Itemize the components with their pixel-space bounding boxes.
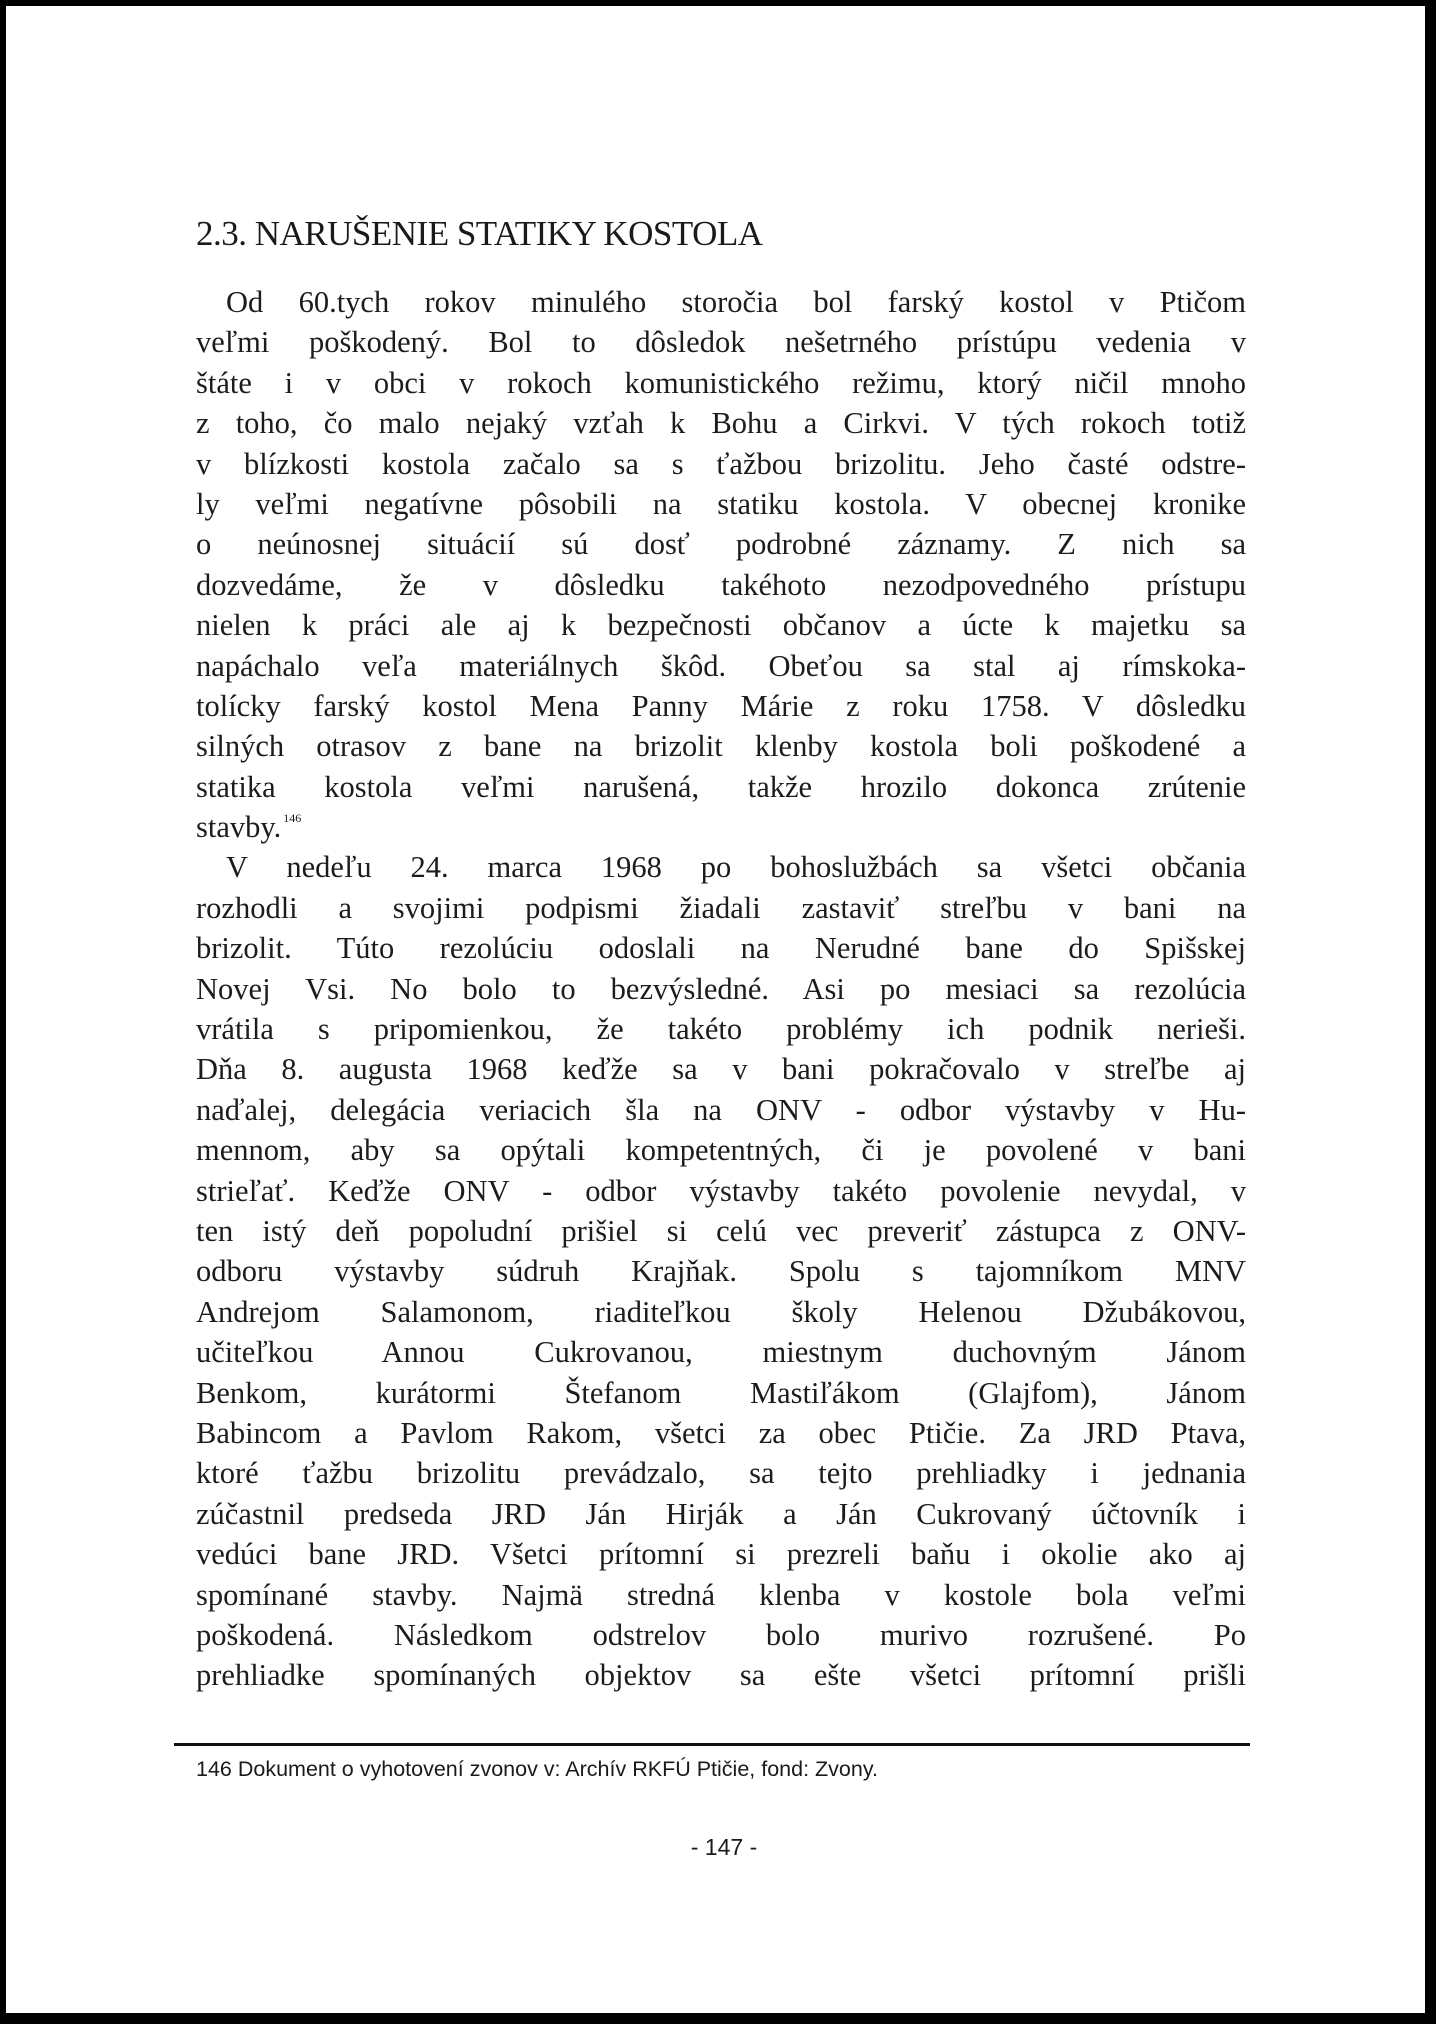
text-line: ktoré ťažbu brizolitu prevádzalo, sa tejto prehliadky i jednania — [196, 1456, 1246, 1491]
text-line: vrátila s pripomienkou, že takéto problémy ich podnik nerieši. — [196, 1012, 1246, 1047]
text-line: nielen k práci ale aj k bezpečnosti občanov a úcte k majetku sa — [196, 608, 1246, 643]
text-line: tolícky farský kostol Mena Panny Márie z roku 1758. V dôsledku — [196, 688, 1246, 723]
text-line — [196, 807, 1246, 847]
text-line: statika kostola veľmi narušená, takže hrozilo dokonca zrútenie — [196, 769, 1246, 804]
text-line: ten istý deň popoludní prišiel si celú vec preveriť zástupca z ONV- — [196, 1213, 1246, 1248]
text-line: Dňa 8. augusta 1968 keďže sa v bani pokračovalo v streľbe aj — [196, 1052, 1246, 1087]
text-line: v blízkosti kostola začalo sa s ťažbou brizolitu. Jeho časté odstre- — [196, 446, 1246, 481]
footnote-divider — [174, 1743, 1250, 1746]
text-line: V nedeľu 24. marca 1968 po bohoslužbách sa všetci občania — [226, 850, 1246, 885]
footnote: 146 Dokument o vyhotovení zvonov v: Archív RKFÚ Ptičie, fond: Zvony. — [196, 1757, 878, 1781]
text-line: silných otrasov z bane na brizolit klenby kostola boli poškodené a — [196, 729, 1246, 764]
text-line: o neúnosnej situácií sú dosť podrobné záznamy. Z nich sa — [196, 527, 1246, 562]
text-line: prehliadke spomínaných objektov sa ešte všetci prítomní prišli — [196, 1658, 1246, 1693]
page-number: - 147 - — [690, 1834, 758, 1860]
text-line: ly veľmi negatívne pôsobili na statiku kostola. V obecnej kronike — [196, 486, 1246, 521]
text-line: dozvedáme, že v dôsledku takéhoto nezodpovedného prístupu — [196, 567, 1246, 602]
text-line: Andrejom Salamonom, riaditeľkou školy Helenou Džubákovou, — [196, 1294, 1246, 1329]
text-line: z toho, čo malo nejaký vzťah k Bohu a Cirkvi. V tých rokoch totiž — [196, 406, 1246, 441]
text-line: spomínané stavby. Najmä stredná klenba v kostole bola veľmi — [196, 1577, 1246, 1612]
text-line: napáchalo veľa materiálnych škôd. Obeťou sa stal aj rímskoka- — [196, 648, 1246, 683]
text-line: rozhodli a svojimi podpismi žiadali zastaviť streľbu v bani na — [196, 890, 1246, 925]
text-span: stavby. — [196, 810, 282, 845]
text-line: štáte i v obci v rokoch komunistického režimu, ktorý ničil mnoho — [196, 365, 1246, 400]
text-line: mennom, aby sa opýtali kompetentných, či je povolené v bani — [196, 1133, 1246, 1168]
text-line: učiteľkou Annou Cukrovanou, miestnym duchovným Jánom — [196, 1335, 1246, 1370]
section-heading: 2.3. NARUŠENIE STATIKY KOSTOLA — [196, 214, 763, 253]
text-line: Novej Vsi. No bolo to bezvýsledné. Asi po mesiaci sa rezolúcia — [196, 971, 1246, 1006]
text-line: veľmi poškodený. Bol to dôsledok nešetrného prístúpu vedenia v — [196, 325, 1246, 360]
body-text — [196, 282, 1246, 1696]
text-line: poškodená. Následkom odstrelov bolo murivo rozrušené. Po — [196, 1617, 1246, 1652]
paragraph-2 — [196, 847, 1246, 1695]
text-line: strieľať. Keďže ONV - odbor výstavby takéto povolenie nevydal, v — [196, 1173, 1246, 1208]
text-line: Babincom a Pavlom Rakom, všetci za obec Ptičie. Za JRD Ptava, — [196, 1415, 1246, 1450]
text-line: Benkom, kurátormi Štefanom Mastiľákom (Glajfom), Jánom — [196, 1375, 1246, 1410]
text-line: zúčastnil predseda JRD Ján Hirják a Ján Cukrovaný účtovník i — [196, 1496, 1246, 1531]
text-line: brizolit. Túto rezolúciu odoslali na Nerudné bane do Spišskej — [196, 931, 1246, 966]
text-line: vedúci bane JRD. Všetci prítomní si prezreli baňu i okolie ako aj — [196, 1537, 1246, 1572]
text-line: naďalej, delegácia veriacich šla na ONV - odbor výstavby v Hu- — [196, 1092, 1246, 1127]
footnote-reference[interactable]: 146 — [283, 811, 302, 826]
text-line: Od 60.tych rokov minulého storočia bol farský kostol v Ptičom — [226, 285, 1246, 319]
paragraph-1 — [196, 282, 1246, 847]
text-line: odboru výstavby súdruh Krajňak. Spolu s tajomníkom MNV — [196, 1254, 1246, 1289]
